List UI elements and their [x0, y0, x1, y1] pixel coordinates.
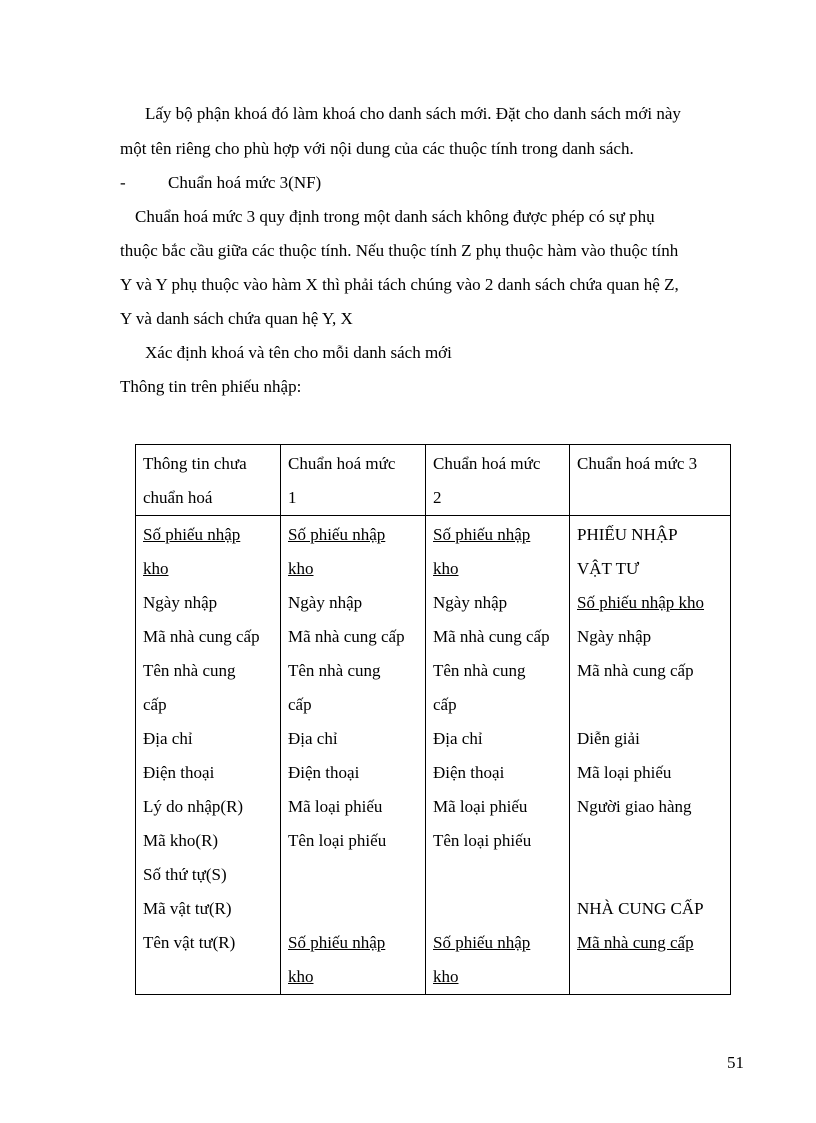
- header-line: Chuẩn hoá mức: [433, 454, 541, 473]
- header-line: 1: [288, 488, 297, 507]
- cell-entry: Mã kho(R): [143, 831, 219, 850]
- header-line: chuẩn hoá: [143, 488, 213, 507]
- column-unnormalized: [136, 516, 281, 995]
- bullet-dash: -: [120, 173, 126, 192]
- cell-entry: kho: [143, 559, 169, 578]
- cell-entry: [433, 858, 562, 892]
- paragraph-2-line-2: thuộc bắc cầu giữa các thuộc tính. Nếu thuộc tính Z phụ thuộc hàm vào thuộc tính: [120, 241, 679, 260]
- normalization-table: [135, 444, 731, 995]
- cell-entry: Số phiếu nhập: [288, 525, 386, 544]
- cell-entry: Diễn giải: [577, 729, 640, 748]
- paragraph-3: Xác định khoá và tên cho mỗi danh sách mới: [145, 343, 452, 362]
- cell-entry: Mã loại phiếu: [433, 797, 528, 816]
- cell-entry: Mã nhà cung cấp: [143, 627, 260, 646]
- section-heading: Chuẩn hoá mức 3(NF): [168, 173, 322, 192]
- cell-entry: Ngày nhập: [288, 593, 363, 612]
- cell-entry: Mã loại phiếu: [288, 797, 383, 816]
- cell-entry: [577, 824, 723, 858]
- table-header-row: [136, 445, 731, 516]
- cell-entry: Điện thoại: [143, 763, 215, 782]
- cell-entry: Số phiếu nhập: [288, 933, 386, 952]
- cell-entry: NHÀ CUNG CẤP: [577, 899, 704, 918]
- paragraph-2-line-1: Chuẩn hoá mức 3 quy định trong một danh sách không được phép có sự phụ: [135, 207, 655, 226]
- cell-entry: Ngày nhập: [143, 593, 218, 612]
- header-line: Chuẩn hoá mức: [288, 454, 396, 473]
- cell-entry: Mã loại phiếu: [577, 763, 672, 782]
- cell-entry: PHIẾU NHẬP: [577, 525, 678, 544]
- cell-entry: Lý do nhập(R): [143, 797, 244, 816]
- header-line: Chuẩn hoá mức 3: [577, 454, 698, 473]
- header-cell-level-3: [570, 445, 731, 516]
- cell-entry: Điện thoại: [288, 763, 360, 782]
- cell-entry: [577, 858, 723, 892]
- column-level-1: [281, 516, 426, 995]
- cell-entry: Số thứ tự(S): [143, 865, 227, 884]
- cell-entry: kho: [433, 967, 459, 986]
- paragraph-2-line-3: Y và Y phụ thuộc vào hàm X thì phải tách chúng vào 2 danh sách chứa quan hệ Z,: [120, 275, 679, 294]
- cell-entry: Mã nhà cung cấp: [577, 933, 694, 952]
- cell-entry: Tên nhà cung: [288, 661, 381, 680]
- cell-entry: Mã vật tư(R): [143, 899, 232, 918]
- header-line: 2: [433, 488, 442, 507]
- cell-entry: kho: [288, 967, 314, 986]
- cell-entry: Ngày nhập: [433, 593, 508, 612]
- paragraph-1-line-2: một tên riêng cho phù hợp với nội dung của các thuộc tính trong danh sách.: [120, 139, 634, 158]
- cell-entry: Số phiếu nhập: [143, 525, 241, 544]
- cell-entry: VẬT TƯ: [577, 559, 640, 578]
- cell-entry: Tên loại phiếu: [288, 831, 387, 850]
- column-level-2: [426, 516, 570, 995]
- cell-entry: Mã nhà cung cấp: [288, 627, 405, 646]
- cell-entry: Tên loại phiếu: [433, 831, 532, 850]
- cell-entry: Mã nhà cung cấp: [433, 627, 550, 646]
- header-line: Thông tin chưa: [143, 454, 247, 473]
- cell-entry: cấp: [433, 695, 457, 714]
- cell-entry: Địa chỉ: [433, 729, 483, 748]
- cell-entry: Điện thoại: [433, 763, 505, 782]
- cell-entry: [433, 892, 562, 926]
- cell-entry: Địa chỉ: [288, 729, 338, 748]
- cell-entry: cấp: [288, 695, 312, 714]
- cell-entry: [288, 892, 418, 926]
- cell-entry: Tên nhà cung: [433, 661, 526, 680]
- page-number: 51: [727, 1053, 744, 1072]
- cell-entry: Tên vật tư(R): [143, 933, 236, 952]
- column-level-3: [570, 516, 731, 995]
- paragraph-4: Thông tin trên phiếu nhập:: [120, 377, 302, 396]
- cell-entry: Người giao hàng: [577, 797, 692, 816]
- cell-entry: Số phiếu nhập: [433, 525, 531, 544]
- cell-entry: Tên nhà cung: [143, 661, 236, 680]
- cell-entry: Số phiếu nhập: [433, 933, 531, 952]
- header-cell-unnormalized: [136, 445, 281, 516]
- cell-entry: Ngày nhập: [577, 627, 652, 646]
- header-cell-level-1: [281, 445, 426, 516]
- cell-entry: [288, 858, 418, 892]
- paragraph-1-line-1: Lấy bộ phận khoá đó làm khoá cho danh sách mới. Đặt cho danh sách mới này: [145, 104, 681, 123]
- table-body-row: [136, 516, 731, 995]
- cell-entry: Mã nhà cung cấp: [577, 661, 694, 680]
- cell-entry: Địa chỉ: [143, 729, 193, 748]
- cell-entry: [577, 688, 723, 722]
- cell-entry: cấp: [143, 695, 167, 714]
- cell-entry: kho: [433, 559, 459, 578]
- paragraph-2-line-4: Y và danh sách chứa quan hệ Y, X: [120, 309, 353, 328]
- cell-entry: Số phiếu nhập kho: [577, 593, 705, 612]
- header-cell-level-2: [426, 445, 570, 516]
- cell-entry: kho: [288, 559, 314, 578]
